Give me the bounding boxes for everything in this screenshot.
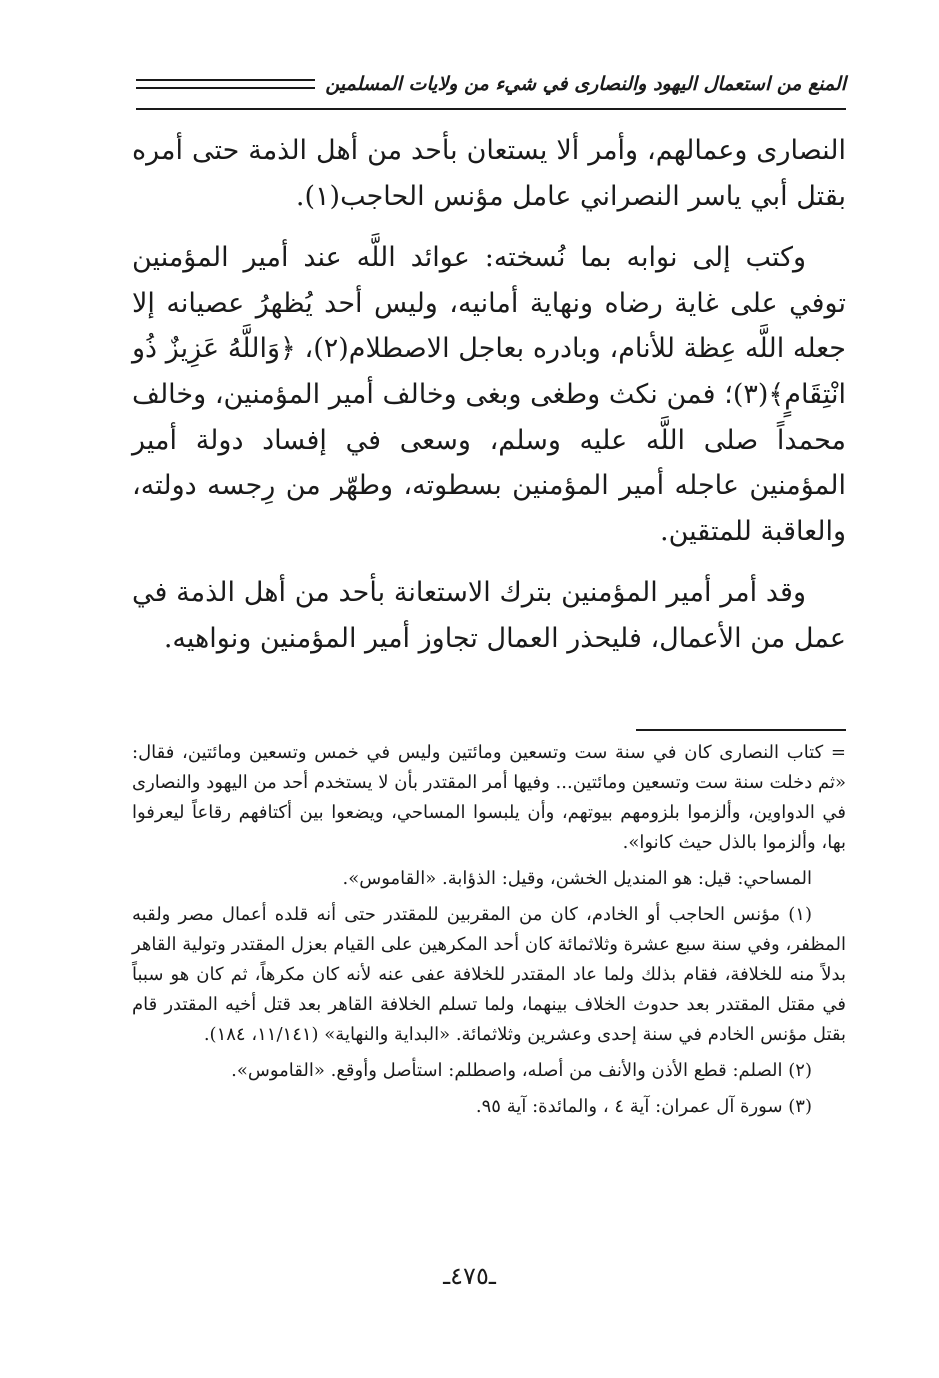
header-rule <box>136 79 315 89</box>
footnote: المساحي: قيل: هو المنديل الخشن، وقيل: الذؤابة. «القاموس». <box>342 868 812 889</box>
footnote: (١) مؤنس الحاجب أو الخادم، كان من المقربين للمقتدر حتى أنه قلده أعمال مصر ولقبه المظفر، وفي سنة سبع عشرة وثلاثمائة كان أحد المكرهين على القيام بعزل المقتدر وتولية القاهر بدلاً منه للخلافة، فقام بذلك ولما عاد المقتدر للخلافة عفى عنه لأنه كان مكرهاً، ثم كان هو سبباً في مقتل المقتدر بعد حدوث الخلاف بينهما، ولما تسلم الخلافة القاهر بعد قتل أخيه المقتدر قام بقتل مؤنس الخادم في سنة إحدى وعشرين وثلاثمائة. «البداية والنهاية» (١١/١٤١، ١٨٤). <box>132 904 846 1045</box>
footnote-separator <box>636 729 846 731</box>
paragraph: النصارى وعمالهم، وأمر ألا يستعان بأحد من أهل الذمة حتى أمره بقتل أبي ياسر النصراني عامل مؤنس الحاجب(١). <box>132 135 846 212</box>
footnote: (٢) الصلم: قطع الأذن والأنف من أصله، واصطلم: استأصل وأوقع. «القاموس». <box>231 1060 812 1081</box>
main-text <box>132 128 846 678</box>
paragraph: وكتب إلى نوابه بما نُسخته: عوائد اللَّه عند أمير المؤمنين توفي على غاية رضاه ونهاية أمانيه، وليس أحد يُظهرُ عصيانه إلا جعله اللَّه عِظة للأنام، وبادره بعاجل الاصطلام(٢)، ﴿وَاللَّهُ عَزِيزٌ ذُو انْتِقَامٍ﴾(٣)؛ فمن نكث وطغى وبغى وخالف أمير المؤمنين، وخالف محمداً صلى اللَّه عليه وسلم، وسعى في إفساد دولة أمير المؤمنين عاجله أمير المؤمنين بسطوته، وطهّر من رِجسه دولته، والعاقبة للمتقين. <box>132 242 846 547</box>
paragraph: وقد أمر أمير المؤمنين بترك الاستعانة بأحد من أهل الذمة في عمل من الأعمال، فليحذر العمال تجاوز أمير المؤمنين ونواهيه. <box>132 577 846 654</box>
footnote: (٣) سورة آل عمران: آية ٤ ، والمائدة: آية ٩٥. <box>475 1096 812 1117</box>
header-underline <box>136 108 846 110</box>
footnote: = كتاب النصارى كان في سنة ست وتسعين ومائتين وليس في خمس وتسعين ومائتين، فقال: «ثم دخلت سنة ست وتسعين ومائتين... وفيها أمر المقتدر بأن لا يستخدم أحد من اليهود والنصارى في الدواوين، وألزموا بلزومهم بيوتهم، وأن يلبسوا المساحي، ويضعوا بين أكتافهم رقاعاً ليعرفوا بها، وألزموا بالذل حيث كانوا». <box>132 742 846 853</box>
running-header <box>136 64 846 104</box>
footnotes <box>132 738 846 1128</box>
page-number: ـ٤٧٥ـ <box>443 1262 496 1290</box>
header-title: المنع من استعمال اليهود والنصارى في شيء من ولايات المسلمين <box>325 73 846 95</box>
